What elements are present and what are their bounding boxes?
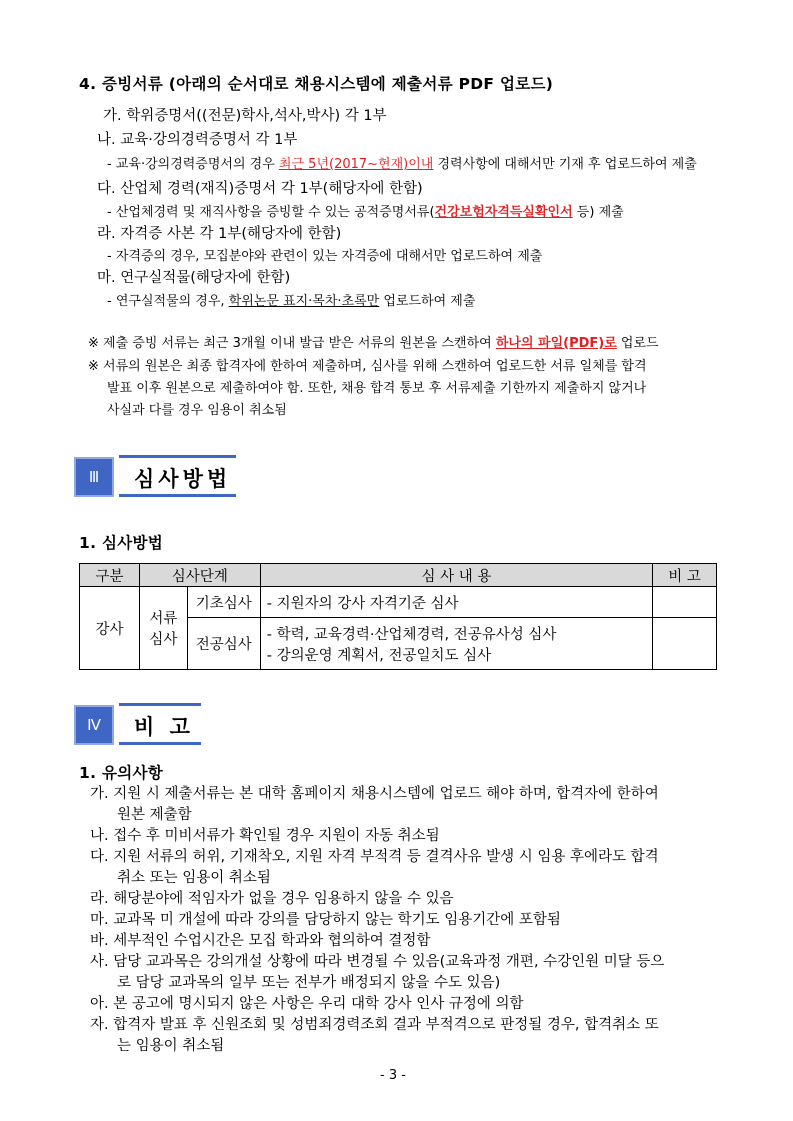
section-iv-top-rule bbox=[119, 703, 201, 706]
item-na: 나. 교육·강의경력증명서 각 1부 bbox=[97, 132, 298, 148]
stage-cell: 기초심사 bbox=[187, 587, 260, 618]
stage-cell: 전공심사 bbox=[187, 618, 260, 670]
review-method-table bbox=[79, 563, 717, 670]
item-da-note: - 산업체경력 및 재직사항을 증빙할 수 있는 공적증명서류(건강보험자격득실확인서 등) 제출 bbox=[107, 205, 624, 220]
remark-2-line2: 발표 이후 원본으로 제출하여야 함. 또한, 채용 합격 통보 후 서류제출 기한까지 제출하지 않거나 bbox=[107, 381, 647, 396]
notice-item: 나. 접수 후 미비서류가 확인될 경우 지원이 자동 취소됨 bbox=[90, 828, 440, 844]
table-header: 심 사 내 용 bbox=[260, 564, 652, 587]
section-iii-title: 심사방법 bbox=[134, 467, 232, 491]
stage-group-cell: 서류 심사 bbox=[139, 587, 187, 670]
item-ra-note: - 자격증의 경우, 모집분야와 관련이 있는 자격증에 대해서만 업로드하여 제출 bbox=[107, 249, 543, 264]
table-header-row bbox=[80, 564, 717, 587]
remark-2-line3: 사실과 다를 경우 임용이 취소됨 bbox=[107, 403, 287, 418]
note-cell bbox=[653, 618, 717, 670]
section-iv-number-badge: Ⅳ bbox=[74, 705, 114, 745]
remark-2-line1: ※ 서류의 원본은 최종 합격자에 한하여 제출하며, 심사를 위해 스캔하여 업로드한 서류 일체를 합격 bbox=[88, 359, 647, 374]
insurance-cert-highlight: 건강보험자격득실확인서 bbox=[434, 205, 573, 220]
table-header: 심사단계 bbox=[139, 564, 260, 587]
remark-1: ※ 제출 증빙 서류는 최근 3개월 이내 발급 받은 서류의 원본을 스캔하여 하나의 파일(PDF)로 업로드 bbox=[88, 336, 659, 351]
notice-item-cont: 원본 제출함 bbox=[117, 807, 192, 823]
notice-item: 자. 합격자 발표 후 신원조회 및 성범죄경력조회 결과 부적격으로 판정될 경우, 합격취소 또 bbox=[90, 1017, 659, 1033]
notice-item-cont: 는 임용이 취소됨 bbox=[117, 1038, 225, 1054]
section-iv-title: 비 고 bbox=[134, 715, 194, 739]
item-ma-note: - 연구실적물의 경우, 학위논문 표지·목차·초록만 업로드하여 제출 bbox=[107, 294, 476, 309]
section-iii-bottom-rule bbox=[119, 494, 236, 497]
item-da: 다. 산업체 경력(재직)증명서 각 1부(해당자에 한함) bbox=[97, 181, 423, 197]
item-ra: 라. 자격증 사본 각 1부(해당자에 한함) bbox=[97, 226, 342, 242]
notice-item: 가. 지원 시 제출서류는 본 대학 홈페이지 채용시스템에 업로드 해야 하며, 합격자에 한하여 bbox=[90, 786, 659, 802]
table-row bbox=[80, 587, 717, 618]
notice-item: 바. 세부적인 수업시간은 모집 학과와 협의하여 결정함 bbox=[90, 933, 431, 949]
item-ga: 가. 학위증명서((전문)학사,석사,박사) 각 1부 bbox=[103, 108, 387, 124]
recent-5-years-highlight: 최근 5년(2017~현재)이내 bbox=[278, 157, 434, 172]
section-iv-subheading: 1. 유의사항 bbox=[79, 764, 164, 782]
notice-item: 사. 담당 교과목은 강의개설 상황에 따라 변경될 수 있음(교육과정 개편, 수강인원 미달 등으 bbox=[90, 954, 665, 970]
table-header: 구분 bbox=[80, 564, 140, 587]
notice-item: 마. 교과목 미 개설에 따라 강의를 담당하지 않는 학기도 임용기간에 포함됨 bbox=[90, 912, 561, 928]
notice-item: 라. 해당분야에 적임자가 없을 경우 임용하지 않을 수 있음 bbox=[90, 891, 454, 907]
item-na-note: - 교육·강의경력증명서의 경우 최근 5년(2017~현재)이내 경력사항에 대해서만 기재 후 업로드하여 제출 bbox=[107, 157, 697, 172]
notice-item: 다. 지원 서류의 허위, 기재착오, 지원 자격 부적격 등 결격사유 발생 시 임용 후에라도 합격 bbox=[90, 849, 659, 865]
section-iv-bottom-rule bbox=[119, 742, 201, 745]
notice-item-cont: 로 담당 교과목의 일부 또는 전부가 배정되지 않을 수도 있음) bbox=[117, 975, 501, 991]
note-cell bbox=[653, 587, 717, 618]
thesis-pages-underline: 학위논문 표지·목차·초록만 bbox=[228, 294, 380, 309]
single-pdf-highlight: 하나의 파일(PDF)로 bbox=[495, 336, 617, 351]
content-cell: - 지원자의 강사 자격기준 심사 bbox=[260, 587, 652, 618]
content-cell: - 학력, 교육경력·산업체경력, 전공유사성 심사 - 강의운영 계획서, 전공일치도 심사 bbox=[260, 618, 652, 670]
notice-item: 아. 본 공고에 명시되지 않은 사항은 우리 대학 강사 인사 규정에 의함 bbox=[90, 996, 524, 1012]
table-header: 비 고 bbox=[653, 564, 717, 587]
category-cell: 강사 bbox=[80, 587, 140, 670]
section-iii-number-badge: Ⅲ bbox=[74, 457, 114, 497]
section-iii-subheading: 1. 심사방법 bbox=[79, 534, 164, 552]
section4-heading: 4. 증빙서류 (아래의 순서대로 채용시스템에 제출서류 PDF 업로드) bbox=[79, 75, 554, 93]
page-number: - 3 - bbox=[380, 1068, 406, 1083]
item-ma: 마. 연구실적물(해당자에 한함) bbox=[97, 270, 291, 286]
section-iii-top-rule bbox=[119, 455, 236, 458]
notice-item-cont: 취소 또는 임용이 취소됨 bbox=[117, 870, 271, 886]
